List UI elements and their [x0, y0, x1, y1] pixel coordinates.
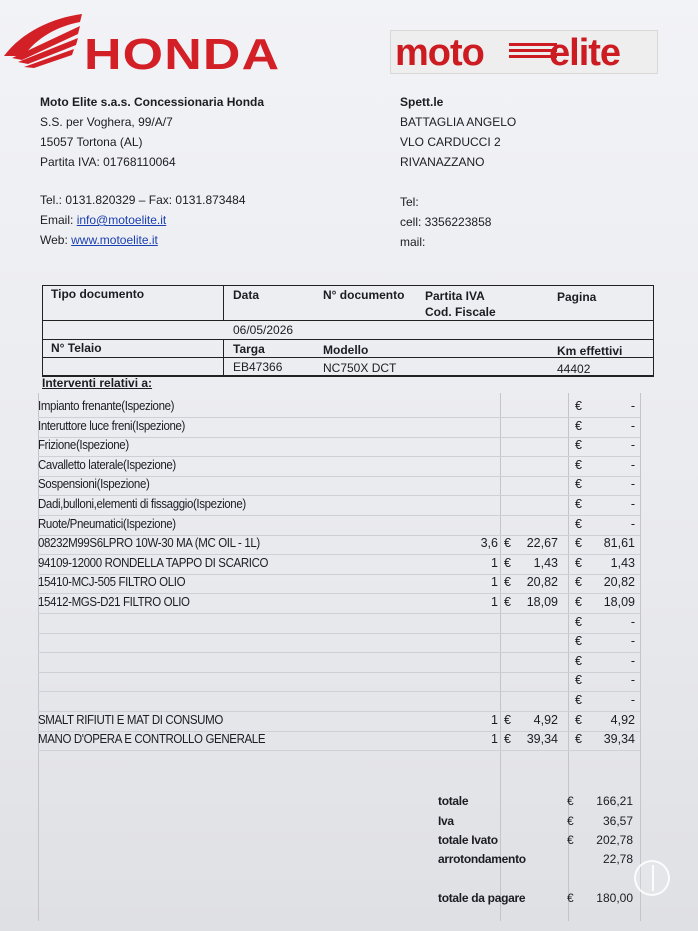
- header-codice-fiscale: Cod. Fiscale: [425, 305, 496, 319]
- vehicle-plate-value: EB47366: [233, 360, 283, 374]
- header-tipo-documento: Tipo documento: [51, 287, 145, 301]
- item-description: Sospensioni(Ispezione): [38, 477, 150, 492]
- item-total: -: [630, 516, 635, 531]
- item-currency: €: [575, 555, 582, 570]
- totals-value: 166,21: [596, 794, 633, 808]
- list-item: [0, 458, 698, 478]
- customer-tel: Tel:: [400, 195, 419, 209]
- totals-currency: €: [567, 814, 574, 828]
- item-description: Ruote/Pneumatici(Ispezione): [38, 516, 176, 531]
- customer-city: RIVANAZZANO: [400, 155, 485, 169]
- item-currency: €: [575, 497, 582, 511]
- item-total: 1,43: [610, 555, 635, 570]
- item-total: -: [630, 477, 635, 492]
- item-description: SMALT RIFIUTI E MAT DI CONSUMO: [38, 712, 223, 727]
- totals-currency: €: [567, 891, 574, 905]
- totals-currency: €: [567, 794, 574, 808]
- item-currency: €: [575, 712, 582, 727]
- item-description: Frizione(Ispezione): [38, 438, 129, 453]
- item-currency: €: [504, 712, 511, 727]
- totals-label: totale: [438, 794, 469, 808]
- list-item: [0, 497, 698, 517]
- totals-value: 202,78: [596, 833, 633, 847]
- totals-label: totale Ivato: [438, 833, 498, 847]
- totals-currency: €: [567, 833, 574, 847]
- totals-row: [0, 814, 698, 834]
- item-description: 08232M99S6LPRO 10W-30 MA (MC OIL - 1L): [38, 536, 260, 551]
- item-currency: €: [575, 399, 582, 413]
- item-unit-price: 39,34: [526, 732, 558, 747]
- list-item: [0, 438, 698, 458]
- item-currency: €: [575, 673, 582, 688]
- item-total: 4,92: [610, 712, 635, 727]
- dealer-name: Moto Elite s.a.s. Concessionaria Honda: [40, 95, 265, 109]
- item-currency: €: [575, 575, 582, 590]
- item-currency: €: [504, 555, 511, 570]
- item-quantity: 1: [491, 712, 498, 727]
- list-item: [0, 693, 698, 713]
- customer-salutation: Spett.le: [400, 95, 444, 109]
- header-numero-documento: N° documento: [323, 288, 405, 302]
- dealer-vat: Partita IVA: 01768110064: [40, 155, 176, 169]
- item-quantity: 1: [491, 555, 498, 570]
- dealer-email-label: Email:: [40, 213, 77, 227]
- item-description: 94109-12000 RONDELLA TAPPO DI SCARICO: [38, 555, 269, 570]
- item-total: 39,34: [603, 732, 635, 747]
- item-currency: €: [575, 536, 582, 551]
- watermark-logo-icon: [634, 860, 670, 896]
- dealer-phone-fax: Tel.: 0131.820329 – Fax: 0131.873484: [40, 193, 246, 207]
- list-item: [0, 713, 698, 733]
- totals-value: 36,57: [602, 814, 633, 828]
- item-unit-price: 4,92: [533, 712, 558, 727]
- item-description: MANO D'OPERA E CONTROLLO GENERALE: [38, 732, 266, 747]
- list-item: [0, 536, 698, 556]
- item-currency: €: [575, 595, 582, 609]
- list-item: [0, 517, 698, 537]
- item-total: 18,09: [603, 595, 635, 609]
- item-description: Cavalletto laterale(Ispezione): [38, 457, 176, 472]
- list-item: [0, 654, 698, 674]
- item-quantity: 1: [491, 575, 498, 590]
- item-total: -: [630, 438, 635, 453]
- totals-value: 22,78: [602, 852, 633, 866]
- item-description: Dadi,bulloni,elementi di fissaggio(Ispezione): [38, 497, 246, 511]
- item-currency: €: [504, 575, 511, 590]
- motoelite-word-elite: elite: [549, 32, 621, 74]
- item-total: 81,61: [603, 536, 635, 551]
- list-item: [0, 634, 698, 654]
- item-currency: €: [575, 438, 582, 453]
- list-item: [0, 419, 698, 439]
- totals-label: arrotondamento: [438, 852, 526, 866]
- item-total: -: [630, 693, 635, 707]
- item-total: -: [630, 457, 635, 472]
- item-currency: €: [575, 732, 582, 747]
- item-total: -: [630, 614, 635, 629]
- item-description: 15412-MGS-D21 FILTRO OLIO: [38, 595, 190, 609]
- totals-row: [0, 794, 698, 814]
- totals-label: Iva: [438, 814, 454, 828]
- item-total: -: [630, 399, 635, 413]
- header-pagina: Pagina: [557, 290, 597, 304]
- item-total: -: [630, 418, 635, 433]
- item-currency: €: [575, 477, 582, 492]
- customer-name: BATTAGLIA ANGELO: [400, 115, 517, 129]
- item-currency: €: [575, 516, 582, 531]
- list-item: [0, 595, 698, 615]
- header-modello: Modello: [323, 343, 369, 357]
- item-total: -: [630, 634, 635, 649]
- doc-date-value: 06/05/2026: [233, 323, 294, 337]
- item-currency: €: [575, 634, 582, 649]
- customer-cell: cell: 3356223858: [400, 215, 492, 229]
- customer-address: VLO CARDUCCI 2: [400, 135, 501, 149]
- vehicle-model-value: NC750X DCT: [323, 361, 397, 375]
- item-total: -: [630, 497, 635, 511]
- item-currency: €: [575, 418, 582, 433]
- item-quantity: 1: [491, 732, 498, 747]
- item-unit-price: 1,43: [533, 555, 558, 570]
- header-data: Data: [233, 288, 260, 302]
- item-description: Interuttore luce freni(Ispezione): [38, 418, 186, 433]
- list-item: [0, 477, 698, 497]
- item-currency: €: [504, 732, 511, 747]
- item-currency: €: [575, 614, 582, 629]
- dealer-web-label: Web:: [40, 233, 72, 247]
- totals-value: 180,00: [596, 891, 633, 905]
- interventi-title: Interventi relativi a:: [42, 376, 153, 390]
- header-partita-iva: Partita IVA: [425, 289, 485, 303]
- item-currency: €: [575, 693, 582, 707]
- totals-row: [0, 891, 698, 911]
- dealer-address-line1: S.S. per Voghera, 99/A/7: [40, 115, 173, 129]
- item-unit-price: 22,67: [526, 536, 558, 551]
- dealer-address-line2: 15057 Tortona (AL): [40, 135, 143, 149]
- item-description: Impianto frenante(Ispezione): [38, 399, 175, 413]
- customer-mail: mail:: [400, 235, 426, 249]
- totals-row: [0, 852, 698, 872]
- item-unit-price: 20,82: [526, 575, 558, 590]
- item-quantity: 3,6: [480, 536, 498, 551]
- header-targa: Targa: [233, 342, 265, 356]
- item-currency: €: [504, 595, 511, 609]
- item-total: 20,82: [603, 575, 635, 590]
- item-currency: €: [575, 653, 582, 668]
- item-currency: €: [575, 457, 582, 472]
- dealer-web-link[interactable]: www.motoelite.it: [71, 233, 158, 247]
- list-item: [0, 732, 698, 752]
- item-description: 15410-MCJ-505 FILTRO OLIO: [38, 575, 186, 590]
- motoelite-word-moto: moto: [395, 32, 484, 74]
- item-unit-price: 18,09: [526, 595, 558, 609]
- item-currency: €: [504, 536, 511, 551]
- item-quantity: 1: [491, 595, 498, 609]
- item-total: -: [630, 673, 635, 688]
- header-km-effettivi: Km effettivi: [557, 344, 623, 358]
- dealer-email-link[interactable]: info@motoelite.it: [76, 213, 167, 227]
- list-item: [0, 615, 698, 635]
- list-item: [0, 575, 698, 595]
- honda-wordmark: HONDA: [84, 30, 281, 79]
- vehicle-km-value: 44402: [557, 362, 591, 376]
- item-total: -: [630, 653, 635, 668]
- list-item: [0, 673, 698, 693]
- totals-label: totale da pagare: [438, 891, 526, 905]
- header-telaio: N° Telaio: [51, 341, 102, 355]
- list-item: [0, 399, 698, 419]
- list-item: [0, 556, 698, 576]
- totals-row: [0, 833, 698, 853]
